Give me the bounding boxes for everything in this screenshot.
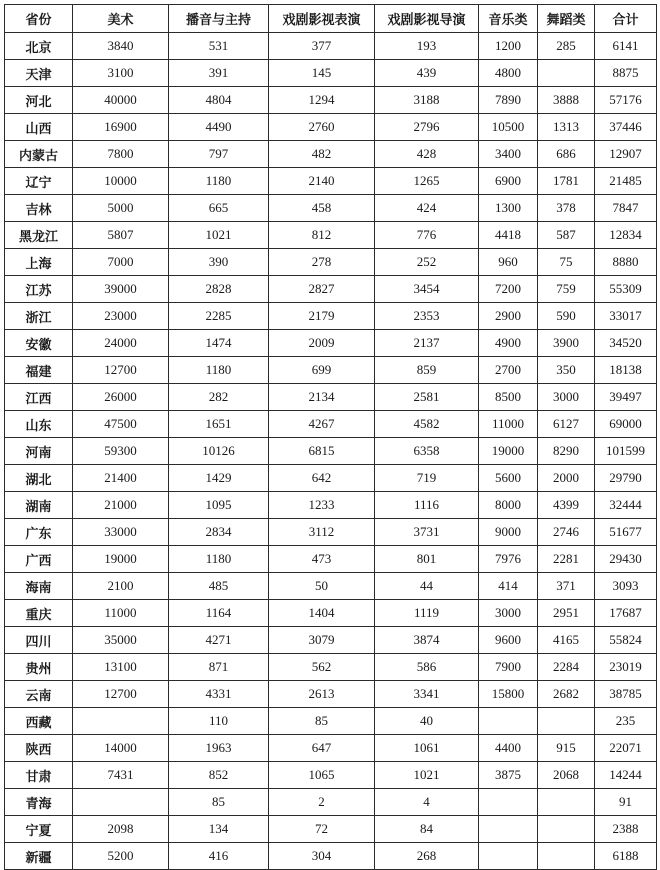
cell-broadcasting-hosting: 2828 [169, 276, 269, 303]
cell-drama-film-acting: 2179 [269, 303, 375, 330]
header-dance: 舞蹈类 [538, 5, 595, 33]
cell-drama-film-acting: 2140 [269, 168, 375, 195]
cell-music [479, 816, 538, 843]
cell-province: 江苏 [5, 276, 73, 303]
cell-broadcasting-hosting: 390 [169, 249, 269, 276]
cell-drama-film-acting: 1404 [269, 600, 375, 627]
cell-broadcasting-hosting: 10126 [169, 438, 269, 465]
table-row [5, 600, 657, 627]
cell-total: 21485 [595, 168, 657, 195]
header-drama-film-directing: 戏剧影视导演 [375, 5, 479, 33]
table-row [5, 789, 657, 816]
cell-music: 414 [479, 573, 538, 600]
table-row [5, 222, 657, 249]
cell-total: 6141 [595, 33, 657, 60]
cell-drama-film-acting: 377 [269, 33, 375, 60]
cell-dance: 371 [538, 573, 595, 600]
cell-province: 广西 [5, 546, 73, 573]
cell-province: 云南 [5, 681, 73, 708]
cell-dance: 915 [538, 735, 595, 762]
cell-fine-arts: 2100 [73, 573, 169, 600]
cell-dance: 2000 [538, 465, 595, 492]
table-row [5, 330, 657, 357]
cell-music: 960 [479, 249, 538, 276]
table-row [5, 546, 657, 573]
cell-drama-film-acting: 458 [269, 195, 375, 222]
cell-drama-film-directing: 44 [375, 573, 479, 600]
table-row [5, 843, 657, 870]
cell-drama-film-directing: 252 [375, 249, 479, 276]
header-province: 省份 [5, 5, 73, 33]
cell-music: 4418 [479, 222, 538, 249]
table-row [5, 357, 657, 384]
cell-total: 17687 [595, 600, 657, 627]
cell-fine-arts: 5200 [73, 843, 169, 870]
cell-dance [538, 843, 595, 870]
cell-fine-arts [73, 708, 169, 735]
cell-music: 3875 [479, 762, 538, 789]
cell-broadcasting-hosting: 1963 [169, 735, 269, 762]
cell-drama-film-acting: 4267 [269, 411, 375, 438]
cell-drama-film-acting: 2760 [269, 114, 375, 141]
cell-total: 8880 [595, 249, 657, 276]
cell-drama-film-directing: 424 [375, 195, 479, 222]
cell-music: 7900 [479, 654, 538, 681]
cell-drama-film-directing: 3188 [375, 87, 479, 114]
cell-fine-arts: 40000 [73, 87, 169, 114]
cell-province: 上海 [5, 249, 73, 276]
cell-music: 4400 [479, 735, 538, 762]
cell-fine-arts: 7000 [73, 249, 169, 276]
cell-total: 32444 [595, 492, 657, 519]
cell-fine-arts: 10000 [73, 168, 169, 195]
cell-dance: 3888 [538, 87, 595, 114]
cell-province: 海南 [5, 573, 73, 600]
cell-fine-arts: 24000 [73, 330, 169, 357]
cell-drama-film-directing: 6358 [375, 438, 479, 465]
header-row [5, 5, 657, 33]
cell-broadcasting-hosting: 1164 [169, 600, 269, 627]
cell-music: 6900 [479, 168, 538, 195]
cell-dance: 350 [538, 357, 595, 384]
cell-fine-arts: 2098 [73, 816, 169, 843]
table-row [5, 519, 657, 546]
table-row [5, 573, 657, 600]
cell-music: 15800 [479, 681, 538, 708]
cell-broadcasting-hosting: 531 [169, 33, 269, 60]
cell-music: 7200 [479, 276, 538, 303]
table-row [5, 492, 657, 519]
table-row [5, 60, 657, 87]
cell-dance: 3000 [538, 384, 595, 411]
cell-province: 福建 [5, 357, 73, 384]
cell-province: 新疆 [5, 843, 73, 870]
cell-province: 天津 [5, 60, 73, 87]
table-row [5, 168, 657, 195]
cell-total: 51677 [595, 519, 657, 546]
cell-province: 四川 [5, 627, 73, 654]
cell-drama-film-directing: 1061 [375, 735, 479, 762]
cell-dance: 8290 [538, 438, 595, 465]
cell-drama-film-acting: 85 [269, 708, 375, 735]
cell-drama-film-acting: 50 [269, 573, 375, 600]
cell-fine-arts: 7800 [73, 141, 169, 168]
cell-broadcasting-hosting: 1095 [169, 492, 269, 519]
table-row [5, 708, 657, 735]
cell-province: 陕西 [5, 735, 73, 762]
header-broadcasting-hosting: 播音与主持 [169, 5, 269, 33]
cell-total: 91 [595, 789, 657, 816]
cell-province: 山西 [5, 114, 73, 141]
cell-dance: 1313 [538, 114, 595, 141]
table-row [5, 681, 657, 708]
cell-drama-film-acting: 6815 [269, 438, 375, 465]
cell-drama-film-acting: 2 [269, 789, 375, 816]
cell-fine-arts [73, 789, 169, 816]
table-row [5, 816, 657, 843]
cell-drama-film-directing: 193 [375, 33, 479, 60]
cell-fine-arts: 16900 [73, 114, 169, 141]
cell-broadcasting-hosting: 1180 [169, 357, 269, 384]
header-music: 音乐类 [479, 5, 538, 33]
cell-dance: 2281 [538, 546, 595, 573]
cell-broadcasting-hosting: 2285 [169, 303, 269, 330]
cell-music: 4800 [479, 60, 538, 87]
cell-broadcasting-hosting: 665 [169, 195, 269, 222]
cell-total: 37446 [595, 114, 657, 141]
cell-drama-film-acting: 647 [269, 735, 375, 762]
cell-fine-arts: 35000 [73, 627, 169, 654]
data-table-container [4, 4, 656, 870]
cell-province: 甘肃 [5, 762, 73, 789]
cell-dance: 1781 [538, 168, 595, 195]
cell-music: 11000 [479, 411, 538, 438]
cell-music: 4900 [479, 330, 538, 357]
cell-music: 3400 [479, 141, 538, 168]
cell-total: 235 [595, 708, 657, 735]
cell-total: 29790 [595, 465, 657, 492]
cell-drama-film-directing: 428 [375, 141, 479, 168]
table-row [5, 654, 657, 681]
cell-fine-arts: 19000 [73, 546, 169, 573]
cell-drama-film-acting: 473 [269, 546, 375, 573]
cell-dance: 6127 [538, 411, 595, 438]
cell-dance [538, 708, 595, 735]
cell-music: 9600 [479, 627, 538, 654]
cell-broadcasting-hosting: 4331 [169, 681, 269, 708]
cell-dance [538, 816, 595, 843]
table-row [5, 87, 657, 114]
cell-drama-film-acting: 1065 [269, 762, 375, 789]
cell-province: 安徽 [5, 330, 73, 357]
cell-dance: 75 [538, 249, 595, 276]
cell-province: 北京 [5, 33, 73, 60]
table-row [5, 627, 657, 654]
cell-dance [538, 60, 595, 87]
cell-drama-film-acting: 2827 [269, 276, 375, 303]
cell-total: 55309 [595, 276, 657, 303]
table-row [5, 465, 657, 492]
table-row [5, 438, 657, 465]
cell-total: 55824 [595, 627, 657, 654]
cell-province: 湖南 [5, 492, 73, 519]
cell-music: 7890 [479, 87, 538, 114]
cell-total: 12834 [595, 222, 657, 249]
header-fine-arts: 美术 [73, 5, 169, 33]
cell-fine-arts: 14000 [73, 735, 169, 762]
cell-music: 8500 [479, 384, 538, 411]
cell-drama-film-directing: 2353 [375, 303, 479, 330]
cell-fine-arts: 21400 [73, 465, 169, 492]
cell-broadcasting-hosting: 134 [169, 816, 269, 843]
cell-fine-arts: 21000 [73, 492, 169, 519]
cell-broadcasting-hosting: 1651 [169, 411, 269, 438]
cell-broadcasting-hosting: 852 [169, 762, 269, 789]
cell-total: 14244 [595, 762, 657, 789]
cell-music: 8000 [479, 492, 538, 519]
cell-dance: 285 [538, 33, 595, 60]
cell-total: 57176 [595, 87, 657, 114]
cell-drama-film-directing: 2137 [375, 330, 479, 357]
cell-dance: 2951 [538, 600, 595, 627]
cell-broadcasting-hosting: 2834 [169, 519, 269, 546]
cell-total: 34520 [595, 330, 657, 357]
cell-province: 河南 [5, 438, 73, 465]
cell-drama-film-acting: 2613 [269, 681, 375, 708]
cell-province: 重庆 [5, 600, 73, 627]
cell-drama-film-acting: 2134 [269, 384, 375, 411]
cell-drama-film-directing: 3731 [375, 519, 479, 546]
cell-province: 黑龙江 [5, 222, 73, 249]
cell-fine-arts: 12700 [73, 681, 169, 708]
cell-broadcasting-hosting: 416 [169, 843, 269, 870]
cell-dance: 2746 [538, 519, 595, 546]
cell-fine-arts: 5000 [73, 195, 169, 222]
cell-broadcasting-hosting: 1429 [169, 465, 269, 492]
cell-province: 江西 [5, 384, 73, 411]
cell-drama-film-acting: 482 [269, 141, 375, 168]
cell-dance: 590 [538, 303, 595, 330]
table-row [5, 249, 657, 276]
table-row [5, 762, 657, 789]
cell-broadcasting-hosting: 1180 [169, 168, 269, 195]
cell-total: 3093 [595, 573, 657, 600]
cell-music: 19000 [479, 438, 538, 465]
cell-broadcasting-hosting: 871 [169, 654, 269, 681]
table-row [5, 141, 657, 168]
cell-dance: 4165 [538, 627, 595, 654]
table-row [5, 384, 657, 411]
cell-dance: 3900 [538, 330, 595, 357]
cell-fine-arts: 47500 [73, 411, 169, 438]
cell-fine-arts: 13100 [73, 654, 169, 681]
cell-drama-film-acting: 562 [269, 654, 375, 681]
cell-music: 1200 [479, 33, 538, 60]
cell-province: 青海 [5, 789, 73, 816]
cell-dance: 2068 [538, 762, 595, 789]
cell-drama-film-directing: 801 [375, 546, 479, 573]
cell-drama-film-directing: 2796 [375, 114, 479, 141]
cell-province: 河北 [5, 87, 73, 114]
cell-music: 2700 [479, 357, 538, 384]
cell-province: 西藏 [5, 708, 73, 735]
cell-total: 12907 [595, 141, 657, 168]
cell-drama-film-acting: 812 [269, 222, 375, 249]
cell-province: 贵州 [5, 654, 73, 681]
cell-drama-film-acting: 3112 [269, 519, 375, 546]
table-body [5, 33, 657, 870]
cell-broadcasting-hosting: 4271 [169, 627, 269, 654]
cell-dance [538, 789, 595, 816]
table-row [5, 114, 657, 141]
cell-broadcasting-hosting: 1474 [169, 330, 269, 357]
cell-drama-film-directing: 776 [375, 222, 479, 249]
cell-total: 2388 [595, 816, 657, 843]
cell-province: 宁夏 [5, 816, 73, 843]
cell-province: 浙江 [5, 303, 73, 330]
cell-drama-film-acting: 304 [269, 843, 375, 870]
table-row [5, 303, 657, 330]
cell-broadcasting-hosting: 4490 [169, 114, 269, 141]
cell-total: 7847 [595, 195, 657, 222]
cell-drama-film-acting: 278 [269, 249, 375, 276]
cell-total: 8875 [595, 60, 657, 87]
cell-drama-film-acting: 699 [269, 357, 375, 384]
cell-fine-arts: 23000 [73, 303, 169, 330]
cell-broadcasting-hosting: 485 [169, 573, 269, 600]
cell-dance: 2284 [538, 654, 595, 681]
cell-drama-film-directing: 2581 [375, 384, 479, 411]
cell-total: 18138 [595, 357, 657, 384]
cell-dance: 4399 [538, 492, 595, 519]
cell-total: 39497 [595, 384, 657, 411]
cell-drama-film-directing: 84 [375, 816, 479, 843]
cell-drama-film-acting: 2009 [269, 330, 375, 357]
cell-drama-film-directing: 268 [375, 843, 479, 870]
cell-drama-film-directing: 859 [375, 357, 479, 384]
cell-music [479, 789, 538, 816]
cell-fine-arts: 11000 [73, 600, 169, 627]
table-row [5, 33, 657, 60]
cell-dance: 759 [538, 276, 595, 303]
cell-drama-film-directing: 40 [375, 708, 479, 735]
cell-total: 22071 [595, 735, 657, 762]
cell-drama-film-directing: 586 [375, 654, 479, 681]
cell-music: 2900 [479, 303, 538, 330]
cell-drama-film-directing: 439 [375, 60, 479, 87]
cell-fine-arts: 33000 [73, 519, 169, 546]
cell-dance: 378 [538, 195, 595, 222]
cell-fine-arts: 59300 [73, 438, 169, 465]
cell-province: 广东 [5, 519, 73, 546]
cell-province: 湖北 [5, 465, 73, 492]
cell-drama-film-directing: 1116 [375, 492, 479, 519]
cell-drama-film-acting: 3079 [269, 627, 375, 654]
cell-drama-film-acting: 1294 [269, 87, 375, 114]
cell-fine-arts: 39000 [73, 276, 169, 303]
cell-drama-film-directing: 3454 [375, 276, 479, 303]
cell-total: 33017 [595, 303, 657, 330]
cell-drama-film-directing: 1265 [375, 168, 479, 195]
cell-drama-film-acting: 145 [269, 60, 375, 87]
cell-total: 6188 [595, 843, 657, 870]
table-row [5, 735, 657, 762]
cell-drama-film-directing: 4 [375, 789, 479, 816]
cell-broadcasting-hosting: 282 [169, 384, 269, 411]
cell-drama-film-directing: 4582 [375, 411, 479, 438]
cell-province: 吉林 [5, 195, 73, 222]
cell-fine-arts: 3840 [73, 33, 169, 60]
cell-fine-arts: 12700 [73, 357, 169, 384]
cell-broadcasting-hosting: 110 [169, 708, 269, 735]
header-total: 合计 [595, 5, 657, 33]
cell-music: 5600 [479, 465, 538, 492]
cell-province: 内蒙古 [5, 141, 73, 168]
cell-total: 101599 [595, 438, 657, 465]
table-row [5, 195, 657, 222]
cell-broadcasting-hosting: 797 [169, 141, 269, 168]
cell-broadcasting-hosting: 391 [169, 60, 269, 87]
cell-drama-film-directing: 3874 [375, 627, 479, 654]
cell-music [479, 708, 538, 735]
cell-drama-film-directing: 1021 [375, 762, 479, 789]
cell-music: 9000 [479, 519, 538, 546]
cell-total: 69000 [595, 411, 657, 438]
cell-dance: 587 [538, 222, 595, 249]
cell-music: 1300 [479, 195, 538, 222]
cell-fine-arts: 26000 [73, 384, 169, 411]
province-art-exam-table [4, 4, 657, 870]
cell-province: 山东 [5, 411, 73, 438]
cell-fine-arts: 7431 [73, 762, 169, 789]
cell-drama-film-acting: 72 [269, 816, 375, 843]
cell-province: 辽宁 [5, 168, 73, 195]
header-drama-film-acting: 戏剧影视表演 [269, 5, 375, 33]
cell-broadcasting-hosting: 1180 [169, 546, 269, 573]
cell-music [479, 843, 538, 870]
cell-dance: 2682 [538, 681, 595, 708]
cell-music: 3000 [479, 600, 538, 627]
cell-fine-arts: 3100 [73, 60, 169, 87]
cell-total: 23019 [595, 654, 657, 681]
cell-drama-film-directing: 3341 [375, 681, 479, 708]
cell-broadcasting-hosting: 1021 [169, 222, 269, 249]
cell-total: 29430 [595, 546, 657, 573]
cell-total: 38785 [595, 681, 657, 708]
cell-broadcasting-hosting: 85 [169, 789, 269, 816]
cell-broadcasting-hosting: 4804 [169, 87, 269, 114]
cell-dance: 686 [538, 141, 595, 168]
cell-drama-film-acting: 642 [269, 465, 375, 492]
table-row [5, 411, 657, 438]
cell-drama-film-directing: 719 [375, 465, 479, 492]
cell-fine-arts: 5807 [73, 222, 169, 249]
cell-music: 10500 [479, 114, 538, 141]
cell-drama-film-acting: 1233 [269, 492, 375, 519]
cell-drama-film-directing: 1119 [375, 600, 479, 627]
table-row [5, 276, 657, 303]
cell-music: 7976 [479, 546, 538, 573]
